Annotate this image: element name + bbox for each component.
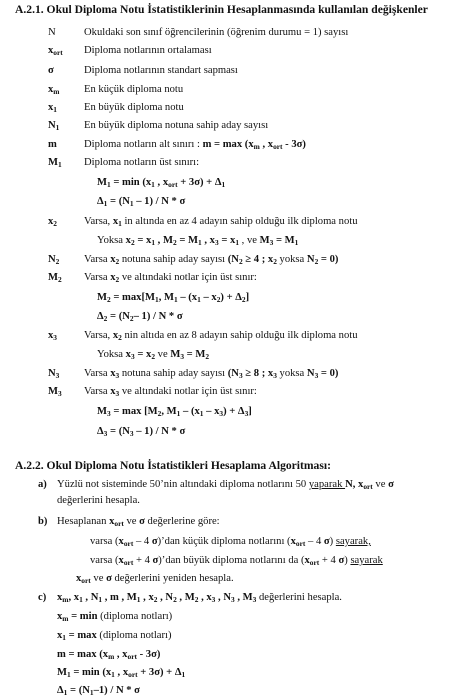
symbol-m2: $M_2$ [48, 272, 62, 284]
formula-delta2: $\Delta_2 = (N_2-$ 1) / N * σ [97, 311, 183, 323]
formula-x2-else: Yoksa $x_2 = x_1$ , $M_2 = M_1$ , $x_3 = x_1$ , ve $M_3 = M_1$ [97, 235, 299, 247]
step-a-text-cont: değerlerini hesapla. [57, 495, 140, 506]
symbol-n: N [48, 27, 56, 38]
step-c-xm: $x_m = \min$ (diploma notları) [57, 611, 173, 623]
symbol-n2: $N_2$ [48, 254, 60, 266]
definition-n2: Varsa $x_2$ notuna sahip aday sayısı ($N_2 \ge 4$ ; $x_2$ yoksa $N_2 = 0$) [84, 254, 339, 266]
symbol-xort: $x_{ort}$ [48, 45, 63, 57]
step-c-delta1: $\Delta_1 = (N_1-1) / N * \sigma$ [57, 685, 140, 697]
symbol-m3: $M_3$ [48, 386, 62, 398]
step-b-line2: varsa ($x_{ort} + 4$ σ)’dan büyük diploma notlarını da ($x_{ort} + 4$ σ) sayarak [90, 555, 383, 567]
step-b-line3: $x_{ort}$ ve σ değerlerini yeniden hesapla. [76, 573, 234, 585]
definition-sigma: Diploma notlarının standart sapması [84, 65, 238, 76]
symbol-xm: $x_m$ [48, 84, 60, 96]
symbol-x2: $x_2$ [48, 216, 57, 228]
symbol-x3: $x_3$ [48, 330, 57, 342]
definition-m1: Diploma notların üst sınırı: [84, 157, 200, 168]
definition-m3: Varsa $x_3$ ve altındaki notlar için üst sınır: [84, 386, 257, 398]
symbol-sigma: σ [48, 65, 54, 76]
definition-xm: En küçük diploma notu [84, 84, 184, 95]
definition-xort: Diploma notlarının ortalaması [84, 45, 212, 56]
step-c-label: c) [38, 592, 47, 603]
definition-x1: En büyük diploma notu [84, 102, 184, 113]
symbol-n3: $N_3$ [48, 368, 60, 380]
step-b-label: b) [38, 516, 48, 527]
definition-n3: Varsa $x_3$ notuna sahip aday sayısı ($N_3 \ge 8$ ; $x_3$ yoksa $N_3 = 0$) [84, 368, 339, 380]
section-title-variables: A.2.1. Okul Diploma Notu İstatistiklerinin Hesaplanmasında kullanılan değişkenler [15, 3, 428, 16]
formula-m1: $M_1 = \min (x_1$ , $x_{ort} + 3\sigma) + \Delta_1$ [97, 177, 226, 189]
definition-m: Diploma notların alt sınırı : $m = \max (x_m$ , $x_{ort} - 3\sigma$) [84, 139, 306, 151]
step-c-x1: $x_1 = \max$ (diploma notları) [57, 630, 172, 642]
step-a-label: a) [38, 479, 47, 490]
step-c-m1: $M_1 = \min (x_1$ , $x_{ort} + 3\sigma) + \Delta_1$ [57, 667, 186, 679]
definition-x3: Varsa, $x_2$ nin altıda en az 8 adayın sahip olduğu ilk diploma notu [84, 330, 358, 342]
formula-m3: $M_3 = \max [M_2$, $M_1 - (x_1 - x_3) + \Delta_3$] [97, 406, 252, 418]
symbol-n1: $N_1$ [48, 120, 60, 132]
step-c-m: $m = \max (x_m$ , $x_{ort} - 3\sigma$) [57, 649, 161, 661]
step-b-text: Hesaplanan $x_{ort}$ ve σ değerlerine göre: [57, 516, 220, 528]
definition-m2: Varsa $x_2$ ve altındaki notlar için üst sınır: [84, 272, 257, 284]
formula-x3-else: Yoksa $x_3 = x_2$ ve $M_3 = M_2$ [97, 349, 210, 361]
symbol-m1: $M_1$ [48, 157, 62, 169]
formula-delta1: $\Delta_1 = (N_1 - 1) / N * \sigma$ [97, 196, 186, 208]
formula-m2: $M_2 = \max[M_1$, $M_1 - (x_1 - x_2) + \Delta_2$] [97, 292, 250, 304]
step-b-line1: varsa ($x_{ort} - 4$ σ)’dan küçük diploma notlarını ($x_{ort} - 4$ σ) sayarak, [90, 536, 371, 548]
definition-n: Okuldaki son sınıf öğrencilerinin (öğrenim durumu = 1) sayısı [84, 27, 349, 38]
formula-delta3: $\Delta_3 = (N_3 - 1) / N * \sigma$ [97, 426, 186, 438]
section-title-algorithm: A.2.2. Okul Diploma Notu İstatistikleri Hesaplama Algoritması: [15, 459, 331, 472]
definition-n1: En büyük diploma notuna sahip aday sayısı [84, 120, 269, 131]
definition-x2: Varsa, $x_1$ in altında en az 4 adayın sahip olduğu ilk diploma notu [84, 216, 358, 228]
step-a-text: Yüzlü not sisteminde 50’nin altındaki diploma notlarını 50 yaparak N, $x_{ort}$ ve σ [57, 479, 394, 491]
symbol-x1: $x_1$ [48, 102, 57, 114]
symbol-m: m [48, 139, 57, 150]
step-c-text: $x_m$, $x_1$ , $N_1$ , m , $M_1$ , $x_2$ , $N_2$ , $M_2$ , $x_3$ , $N_3$ , $M_3$ değerlerini hesapla. [57, 592, 342, 604]
